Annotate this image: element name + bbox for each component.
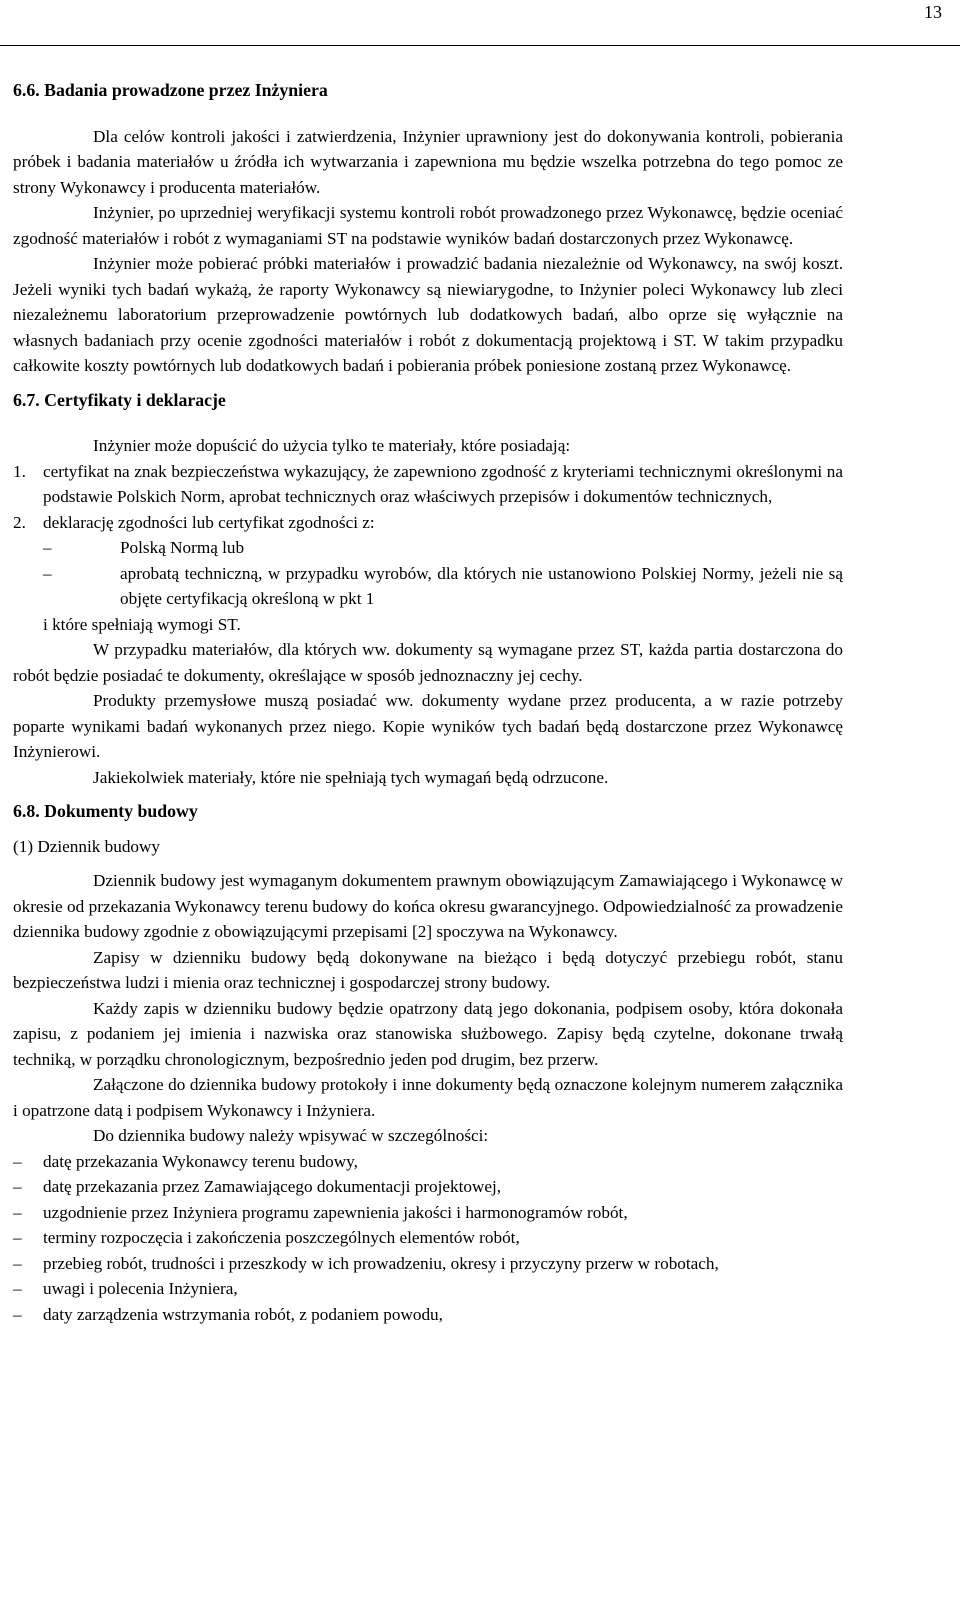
list-item-text: datę przekazania Wykonawcy terenu budowy, [43,1151,358,1171]
page-number: 13 [924,2,942,22]
paragraph: Załączone do dziennika budowy protokoły i inne dokumenty będą oznaczone kolejnym numerem załącznika i opatrzone datą i podpisem Wykonawcy i Inżyniera. [13,1075,843,1120]
document-body [13,78,843,1327]
paragraph: Inżynier może dopuścić do użycia tylko te materiały, które posiadają: [93,436,571,455]
list-item [13,1200,843,1226]
list-continuation: i które spełniają wymogi ST. [43,614,241,634]
dash-bullet: – [13,1177,22,1196]
sub-list-item [13,535,843,561]
header-rule [0,45,960,46]
list-item-text: datę przekazania przez Zamawiającego dokumentacji projektowej, [43,1177,502,1196]
section-6-8-heading: 6.8. Dokumenty budowy [13,801,198,821]
subsection-heading: (1) Dziennik budowy [13,836,161,856]
list-item-text: certyfikat na znak bezpieczeństwa wykazujący, że zapewniono zgodność z kryteriami technicznymi określonymi na podstawie Polskich Norm, aprobat technicznych oraz właściwych przepisów i dokumentów technicznych, [43,461,843,506]
paragraph: Inżynier, po uprzedniej weryfikacji systemu kontroli robót prowadzonego przez Wykonawcę, będzie oceniać zgodność materiałów i robót z wymaganiami ST na podstawie wyników badań dostarczonych przez Wykonawcę. [13,203,843,248]
list-number: 2. [13,512,26,532]
dash-bullet: – [13,1279,22,1298]
list-item-text: uzgodnienie przez Inżyniera programu zapewnienia jakości i harmonogramów robót, [43,1202,628,1222]
list-item [13,1251,843,1277]
list-item [13,510,843,536]
list-item [13,1225,843,1251]
list-item-text: aprobatą techniczną, w przypadku wyrobów, dla których nie ustanowiono Polskiej Normy, jeżeli nie są objęte certyfikacją określoną w pkt 1 [120,563,843,608]
list-item [13,1174,843,1200]
dash-bullet: – [13,1151,22,1171]
paragraph: Produkty przemysłowe muszą posiadać ww. dokumenty wydane przez producenta, a w razie potrzeby poparte wynikami badań wykonanych przez niego. Kopie wyników tych badań będą dostarczone przez Wykonawcę Inżynierowi. [13,691,843,761]
list-item-text: przebieg robót, trudności i przeszkody w ich prowadzeniu, okresy i przyczyny przerw w robotach, [43,1253,719,1273]
paragraph: Każdy zapis w dzienniku budowy będzie opatrzony datą jego dokonania, podpisem osoby, która dokonała zapisu, z podaniem jej imienia i nazwiska oraz stanowiska służbowego. Zapisy będą czytelne, dokonane trwałą techniką, w porządku chronologicznym, bezpośrednio jeden pod drugim, bez przerw. [13,998,843,1069]
list-item-text: uwagi i polecenia Inżyniera, [43,1279,238,1298]
list-item-text: deklarację zgodności lub certyfikat zgodności z: [43,512,375,532]
section-6-7-heading: 6.7. Certyfikaty i deklaracje [13,389,226,410]
paragraph: Inżynier może pobierać próbki materiałów i prowadzić badania niezależnie od Wykonawcy, na swój koszt. Jeżeli wyniki tych badań wykażą, że raporty Wykonawcy są niewiarygodne, to Inżynier poleci Wykonawcy lub zleci niezależnemu laboratorium przeprowadzenie powtórnych lub dodatkowych badań, albo oprze się wyłącznie na własnych badaniach przy ocenie zgodności materiałów i robót z dokumentacją projektową i ST. W takim przypadku całkowite koszty powtórnych lub dodatkowych badań i pobierania próbek poniesione zostaną przez Wykonawcę. [13,254,843,375]
list-item [13,1276,843,1302]
dash-bullet: – [43,563,52,583]
paragraph: Do dziennika budowy należy wpisywać w szczególności: [93,1126,489,1145]
list-item-text: Polską Normą lub [120,538,245,557]
dash-bullet: – [13,1253,22,1273]
paragraph: Dla celów kontroli jakości i zatwierdzenia, Inżynier uprawniony jest do dokonywania kontroli, pobierania próbek i badania materiałów u źródła ich wytwarzania i zapewniona mu będzie wszelka potrzebna do tego pomoc ze strony Wykonawcy i producenta materiałów. [13,126,843,197]
dash-bullet: – [13,1304,22,1324]
list-item [13,1302,843,1328]
paragraph: Jakiekolwiek materiały, które nie spełniają tych wymagań będą odrzucone. [93,767,609,787]
dash-bullet: – [13,1228,22,1247]
list-number: 1. [13,461,26,481]
paragraph: Dziennik budowy jest wymaganym dokumentem prawnym obowiązującym Zamawiającego i Wykonawcę w okresie od przekazania Wykonawcy terenu budowy do końca okresu gwarancyjnego. Odpowiedzialność za prowadzenie dziennika budowy zgodnie z obowiązującymi przepisami [2] spoczywa na Wykonawcy. [13,871,843,941]
dash-bullet: – [43,538,52,557]
section-6-6-heading: 6.6. Badania prowadzone przez Inżyniera [13,80,328,100]
list-item-text: terminy rozpoczęcia i zakończenia poszczególnych elementów robót, [43,1228,520,1247]
sub-list-item [13,561,843,612]
paragraph: Zapisy w dzienniku budowy będą dokonywane na bieżąco i będą dotyczyć przebiegu robót, stanu bezpieczeństwa ludzi i mienia oraz technicznej i gospodarczej strony budowy. [13,947,843,992]
dash-bullet: – [13,1202,22,1222]
list-item-text: daty zarządzenia wstrzymania robót, z podaniem powodu, [43,1304,443,1324]
paragraph: W przypadku materiałów, dla których ww. dokumenty są wymagane przez ST, każda partia dostarczona do robót będzie posiadać te dokumenty, określające w sposób jednoznaczny jej cechy. [13,640,843,685]
list-item [13,1149,843,1175]
list-item [13,459,843,510]
